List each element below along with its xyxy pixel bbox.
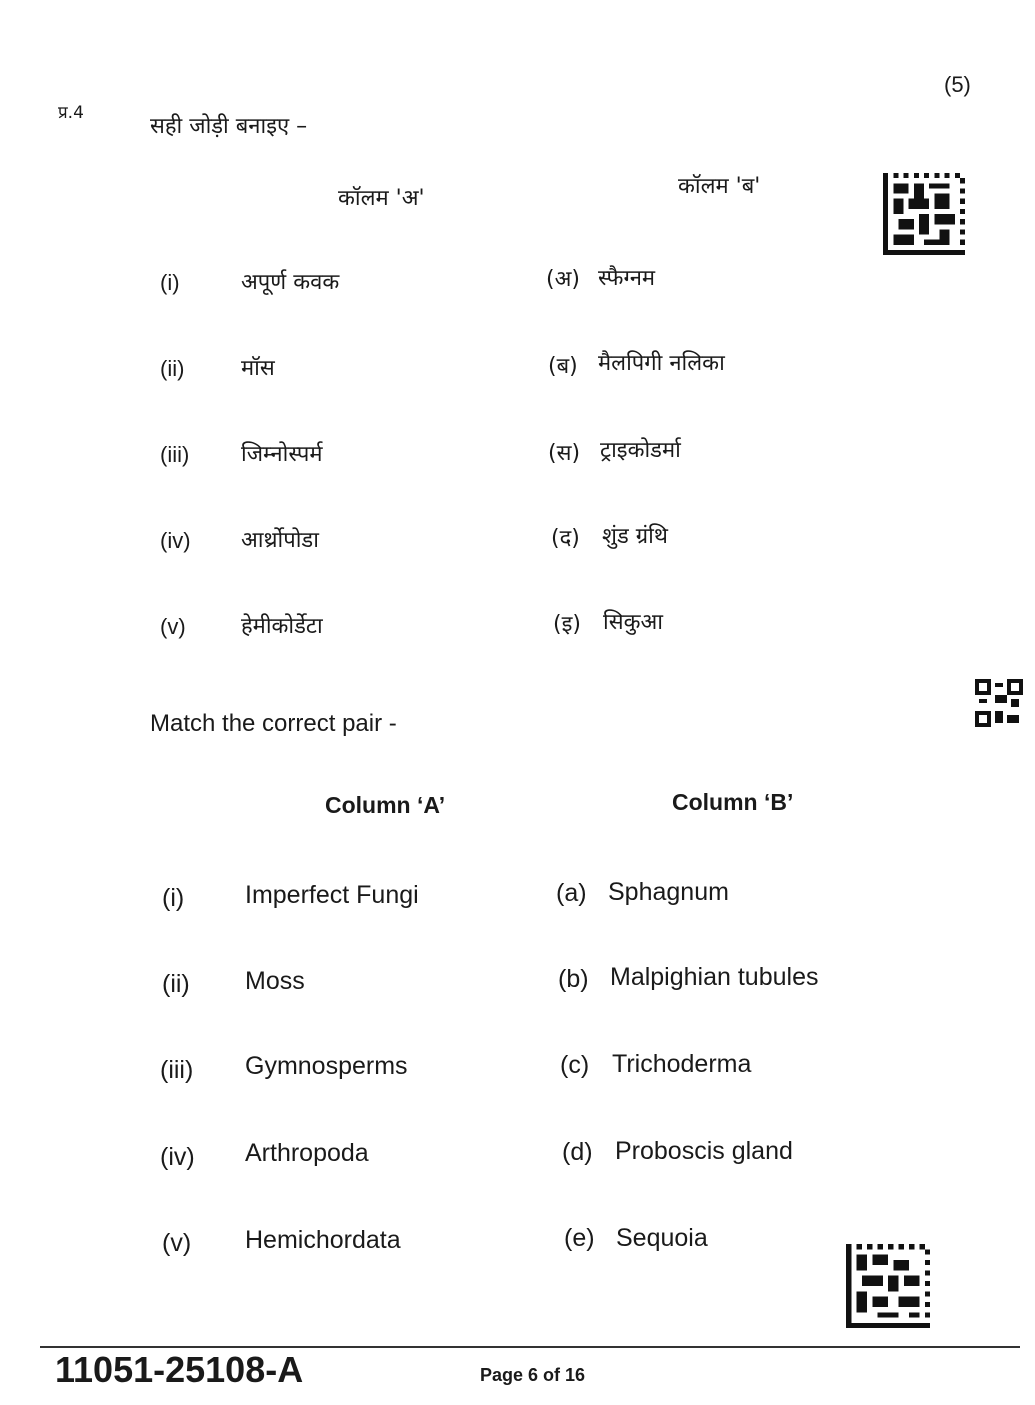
hindi-row-a-number: (v): [160, 614, 186, 639]
qr-code-small: [975, 679, 1023, 727]
hindi-row-a-text: हेमीकोर्डेटा: [241, 614, 323, 639]
english-row-b-number: (a): [556, 879, 587, 907]
hindi-column-a-header: कॉलम 'अ': [338, 186, 425, 211]
english-column-b-header: Column ‘B’: [672, 789, 794, 815]
hindi-row-b-number: (द): [551, 526, 580, 551]
english-row-a-text: Moss: [245, 967, 305, 995]
hindi-row-a-number: (iv): [160, 528, 191, 553]
hindi-row-a-text: अपूर्ण कवक: [241, 270, 340, 295]
english-row-a-text: Imperfect Fungi: [245, 881, 419, 909]
english-row-a-text: Gymnosperms: [245, 1052, 408, 1080]
english-row-b-number: (b): [558, 965, 589, 993]
hindi-row-b-text: सिकुआ: [603, 610, 663, 635]
datamatrix-barcode-top: [883, 172, 965, 256]
hindi-row-b-number: (स): [548, 441, 581, 466]
page-number: Page 6 of 16: [480, 1365, 586, 1385]
english-row-a-number: (ii): [162, 970, 190, 998]
footer-divider: [40, 1346, 1020, 1348]
english-instruction: Match the correct pair -: [150, 710, 397, 737]
english-row-a-text: Arthropoda: [245, 1139, 369, 1167]
english-row-b-text: Sphagnum: [608, 878, 729, 906]
english-row-a-number: (v): [162, 1229, 192, 1257]
hindi-row-a-text: मॉस: [241, 356, 275, 381]
hindi-row-a-number: (i): [160, 270, 180, 295]
english-row-b-text: Trichoderma: [612, 1050, 752, 1078]
hindi-row-a-number: (iii): [160, 442, 190, 467]
english-row-b-text: Malpighian tubules: [610, 963, 819, 991]
english-row-b-text: Sequoia: [616, 1224, 708, 1252]
paper-code: 11051-25108-A: [55, 1349, 304, 1390]
datamatrix-barcode-bottom: [846, 1242, 930, 1330]
english-row-a-text: Hemichordata: [245, 1226, 401, 1254]
hindi-row-b-text: मैलपिगी नलिका: [598, 351, 725, 376]
english-row-b-number: (c): [560, 1051, 590, 1079]
hindi-row-b-text: स्फैग्नम: [598, 266, 656, 291]
question-number: प्र.4: [58, 103, 84, 123]
english-row-b-number: (d): [562, 1138, 593, 1166]
english-row-a-number: (iv): [160, 1143, 195, 1171]
english-column-a-header: Column ‘A’: [325, 792, 446, 818]
hindi-column-b-header: कॉलम 'ब': [678, 174, 761, 199]
hindi-row-b-text: शुंड ग्रंथि: [602, 524, 668, 549]
english-row-b-number: (e): [564, 1224, 595, 1252]
hindi-row-a-number: (ii): [160, 356, 185, 381]
hindi-row-a-text: जिम्नोस्पर्म: [241, 442, 323, 467]
hindi-instruction: सही जोड़ी बनाइए –: [150, 114, 308, 139]
english-row-a-number: (iii): [160, 1056, 194, 1084]
hindi-row-a-text: आर्थ्रोपोडा: [241, 528, 319, 553]
hindi-row-b-number: (इ): [553, 612, 581, 637]
hindi-row-b-text: ट्राइकोडर्मा: [600, 438, 681, 463]
hindi-row-b-number: (अ): [546, 267, 580, 292]
english-row-b-text: Proboscis gland: [615, 1137, 793, 1165]
english-row-a-number: (i): [162, 884, 185, 912]
hindi-row-b-number: (ब): [548, 354, 578, 379]
page-marker: (5): [944, 72, 971, 97]
